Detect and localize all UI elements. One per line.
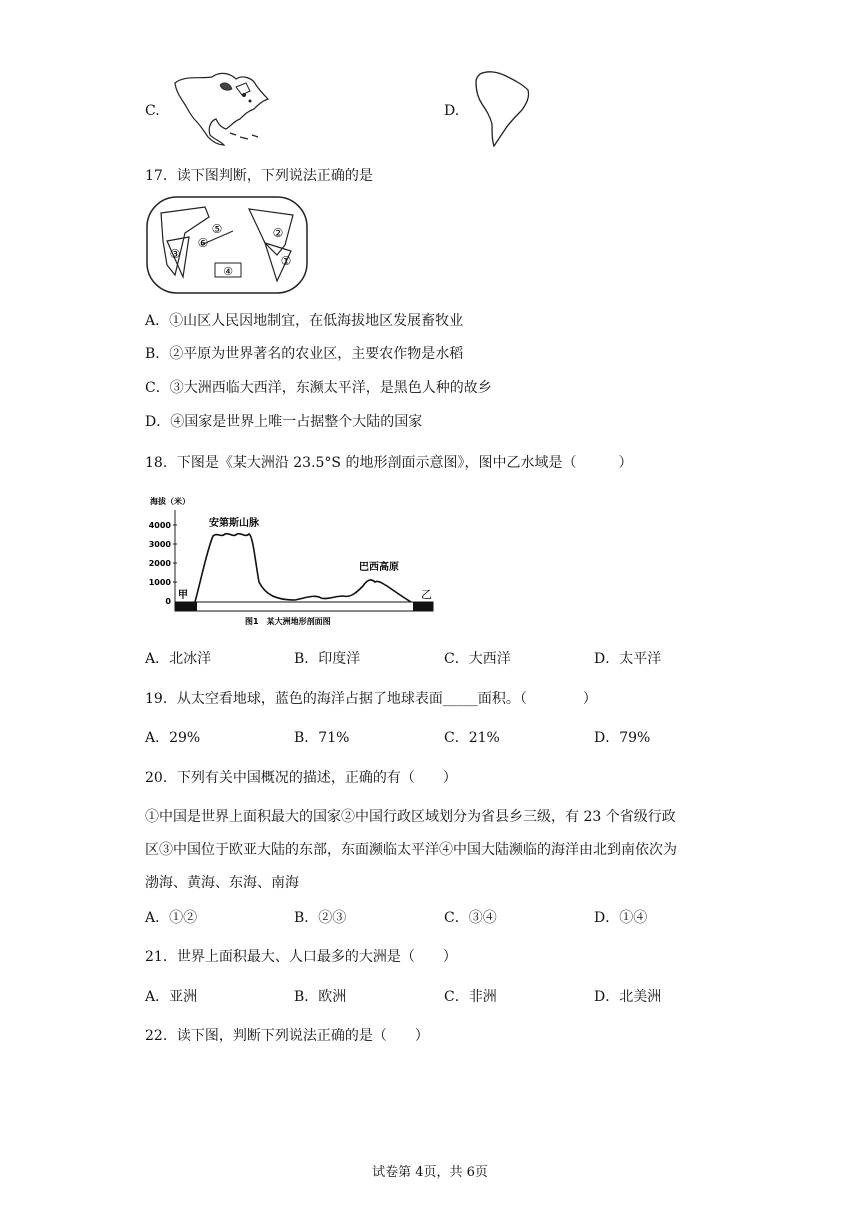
q19-stem: 19．从太空看地球，蓝色的海洋占据了地球表面_____面积。（ ）: [145, 691, 597, 707]
q17-marker-5: ⑤: [211, 222, 223, 236]
q17-option-b: B．②平原为世界著名的农业区，主要农作物是水稻: [145, 346, 464, 362]
q22-stem: 22．读下图，判断下列说法正确的是（ ）: [145, 1028, 429, 1044]
q18-ytick-2000: 2000: [148, 559, 171, 568]
q17-marker-3: ③: [169, 247, 181, 261]
q21-option-a: A．亚洲: [145, 989, 198, 1005]
q17-world-map: [145, 195, 310, 297]
q18-profile-figure: [145, 490, 445, 630]
q18-option-b: B．印度洋: [294, 651, 361, 667]
q19-option-d: D．79%: [594, 730, 651, 746]
q17-option-d: D．④国家是世界上唯一占据整个大陆的国家: [145, 414, 423, 430]
q18-label-yi: 乙: [421, 588, 432, 601]
q16-option-c-label: C.: [145, 103, 160, 119]
q18-option-c: C．大西洋: [444, 651, 511, 667]
south-america-map: [470, 68, 535, 148]
q18-ytick-4000: 4000: [148, 521, 171, 530]
q18-option-d: D．太平洋: [594, 651, 662, 667]
q20-option-d: D．①④: [594, 910, 648, 926]
q19-option-c: C．21%: [444, 730, 500, 746]
q21-option-b: B．欧洲: [294, 989, 347, 1005]
q18-option-a: A．北冰洋: [145, 651, 212, 667]
q17-marker-2: ②: [272, 226, 284, 240]
q20-body-line-2: 区③中国位于欧亚大陆的东部，东面濒临太平洋④中国大陆濒临的海洋由北到南依次为: [145, 842, 677, 858]
q17-option-a: A．①山区人民因地制宜，在低海拔地区发展畜牧业: [145, 313, 464, 329]
q19-option-b: B．71%: [294, 730, 350, 746]
q21-stem: 21．世界上面积最大、人口最多的大洲是（ ）: [145, 949, 457, 965]
q18-caption: 图1 某大洲地形剖面图: [245, 617, 331, 626]
q18-ytick-0: 0: [165, 597, 171, 606]
q18-ylabel: 海拔（米）: [150, 497, 190, 506]
q17-option-c: C．③大洲西临大西洋，东濒太平洋，是黑色人种的故乡: [145, 380, 492, 396]
q18-stem: 18．下图是《某大洲沿 23.5°S 的地形剖面示意图》，图中乙水域是（ ）: [145, 455, 633, 471]
q17-marker-6: ⑥: [197, 236, 209, 250]
q18-label-andes: 安第斯山脉: [209, 518, 259, 529]
north-america-map: [160, 65, 275, 150]
q16-option-d-label: D.: [444, 103, 460, 119]
q20-body-line-1: ①中国是世界上面积最大的国家②中国行政区域划分为省县乡三级，有 23 个省级行政: [145, 809, 676, 825]
q20-option-c: C．③④: [444, 910, 497, 926]
q19-option-a: A．29%: [145, 730, 201, 746]
q18-label-brazil: 巴西高原: [359, 562, 399, 573]
q17-stem: 17．读下图判断，下列说法正确的是: [145, 168, 373, 184]
q21-option-c: C．非洲: [444, 989, 497, 1005]
q20-body-line-3: 渤海、黄海、东海、南海: [145, 875, 299, 891]
q18-ytick-1000: 1000: [148, 578, 171, 587]
q17-marker-1: ①: [280, 254, 292, 268]
q21-option-d: D．北美洲: [594, 989, 662, 1005]
q20-option-a: A．①②: [145, 910, 198, 926]
q20-option-b: B．②③: [294, 910, 347, 926]
q17-marker-4: ④: [223, 265, 233, 278]
page-footer: 试卷第 4页，共 6页: [372, 1165, 488, 1180]
q20-stem: 20．下列有关中国概况的描述，正确的有（ ）: [145, 770, 457, 786]
q18-label-jia: 甲: [178, 590, 188, 601]
q18-ytick-3000: 3000: [148, 540, 171, 549]
